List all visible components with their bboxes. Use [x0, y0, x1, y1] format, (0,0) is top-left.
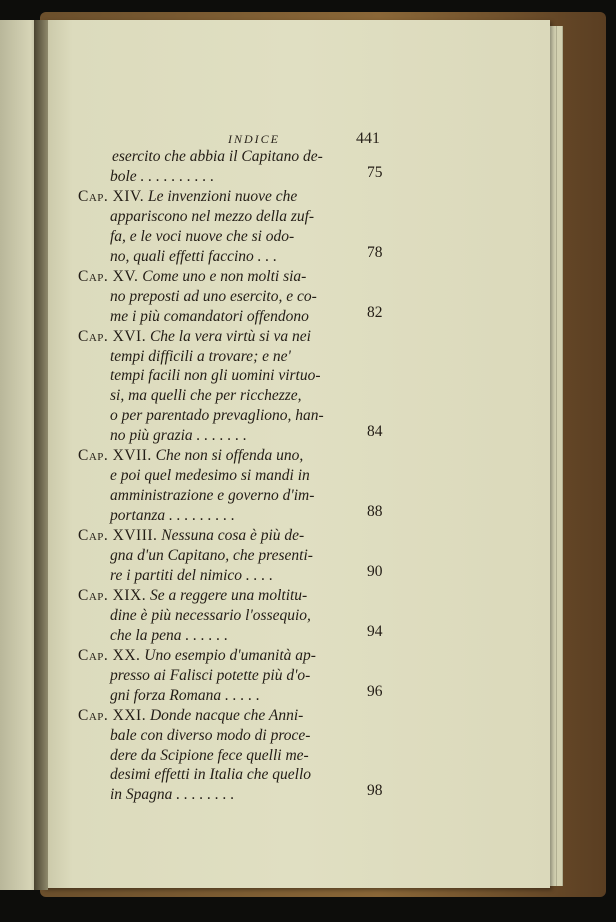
toc-line — [78, 268, 306, 286]
chapter-label: Cap. XX. — [78, 646, 141, 664]
toc-line — [78, 587, 307, 605]
toc-line — [110, 627, 228, 645]
toc-entry-text: dine è più necessario l'ossequio, — [110, 606, 311, 624]
toc-line — [110, 467, 310, 485]
toc-entry-text: amministrazione e governo d'im- — [110, 487, 315, 505]
toc-line — [110, 308, 309, 326]
toc-line — [110, 228, 294, 246]
toc-line — [110, 547, 313, 565]
toc-line — [78, 188, 297, 206]
toc-entry-text: Se a reggere una moltitu- — [149, 586, 308, 604]
toc-page-number: 78 — [367, 243, 383, 261]
toc-line — [78, 707, 303, 725]
page-header: INDICE — [228, 132, 280, 146]
chapter-label: Cap. XIV. — [78, 187, 145, 205]
toc-page-number: 88 — [367, 503, 383, 521]
toc-line — [78, 447, 303, 465]
toc-line — [110, 747, 309, 765]
toc-line — [110, 367, 321, 385]
chapter-label: Cap. XVII. — [78, 447, 152, 465]
toc-entry-text: in Spagna . . . . . . . . — [110, 786, 235, 804]
toc-entry-text: me i più comandatori offendono — [110, 307, 309, 325]
toc-page-number: 98 — [367, 782, 383, 800]
toc-entry-text: Come uno e non molti sia- — [142, 267, 307, 285]
toc-line — [110, 168, 214, 186]
toc-entry-text: tempi difficili a trovare; e ne' — [110, 347, 291, 365]
toc-entry-text: e poi quel medesimo si mandi in — [110, 467, 310, 485]
toc-entry-text: esercito che abbia il Capitano de- — [112, 148, 323, 165]
toc-line — [110, 288, 317, 306]
toc-line — [110, 507, 235, 525]
toc-line — [110, 667, 310, 685]
toc-entry-text: Nessuna cosa è più de- — [161, 527, 305, 545]
toc-line — [110, 427, 247, 445]
toc-entry-text: appariscono nel mezzo della zuf- — [110, 207, 315, 225]
toc-line — [110, 248, 277, 266]
toc-entry-text: presso ai Falisci potette più d'o- — [110, 666, 311, 684]
chapter-label: Cap. XXI. — [78, 706, 147, 724]
toc-line — [110, 487, 314, 505]
toc-line — [110, 567, 273, 585]
toc-entry-text: Donde nacque che Anni- — [149, 706, 304, 724]
toc-entry-text: Che la vera virtù si va nei — [149, 327, 311, 345]
toc-entry-text: no, quali effetti faccino . . . — [110, 247, 278, 265]
toc-entry-text: tempi facili non gli uomini virtuo- — [110, 367, 321, 385]
toc-entry-text: no più grazia . . . . . . . — [110, 427, 247, 445]
toc-entry-text: gni forza Romana . . . . . — [110, 686, 260, 704]
toc-entry-text: che la pena . . . . . . — [110, 626, 228, 644]
toc-line — [110, 407, 324, 425]
toc-entry-text: Che non si offenda uno, — [155, 447, 304, 465]
toc-line — [110, 607, 311, 625]
toc-entry-text: bole . . . . . . . . . . — [110, 167, 215, 185]
toc-entry-text: re i partiti del nimico . . . . — [110, 566, 274, 584]
toc-line — [110, 687, 260, 705]
toc-line — [110, 208, 314, 226]
toc-line — [110, 387, 302, 405]
toc-entry-text: Uno esempio d'umanità ap- — [144, 646, 316, 664]
toc-line — [78, 328, 311, 346]
toc-entry-text: bale con diverso modo di proce- — [110, 726, 311, 744]
toc-entry-text: si, ma quelli che per ricchezze, — [110, 387, 302, 405]
chapter-label: Cap. XIX. — [78, 586, 147, 604]
toc-entry-text: gna d'un Capitano, che presenti- — [110, 547, 313, 564]
toc-entry-text: Le invenzioni nuove che — [147, 187, 298, 205]
toc-entry-text: dere da Scipione fece quelli me- — [110, 746, 309, 764]
toc-entry-text: no preposti ad uno esercito, e co- — [110, 287, 317, 305]
toc-entry-text: o per parentado prevagliono, han- — [110, 407, 324, 425]
toc-page-number: 96 — [367, 682, 383, 700]
toc-page-number: 75 — [367, 163, 383, 181]
toc-line — [78, 647, 316, 665]
toc-line — [110, 348, 291, 366]
toc-page-number: 82 — [367, 303, 383, 321]
toc-page-number: 90 — [367, 562, 383, 580]
toc-line — [110, 766, 311, 784]
toc-line — [112, 148, 323, 166]
page-number: 441 — [356, 130, 380, 147]
toc-page-number: 84 — [367, 423, 383, 441]
toc-entry-text: desimi effetti in Italia che quello — [110, 766, 312, 784]
toc-entry-text: fa, e le voci nuove che si odo- — [110, 227, 295, 245]
toc-entry-text: portanza . . . . . . . . . — [110, 507, 235, 525]
chapter-label: Cap. XVI. — [78, 327, 147, 345]
toc-line — [78, 527, 304, 545]
toc-line — [110, 727, 310, 745]
chapter-label: Cap. XVIII. — [78, 527, 158, 545]
toc-line — [110, 786, 234, 804]
toc-page-number: 94 — [367, 622, 383, 640]
chapter-label: Cap. XV. — [78, 267, 139, 285]
